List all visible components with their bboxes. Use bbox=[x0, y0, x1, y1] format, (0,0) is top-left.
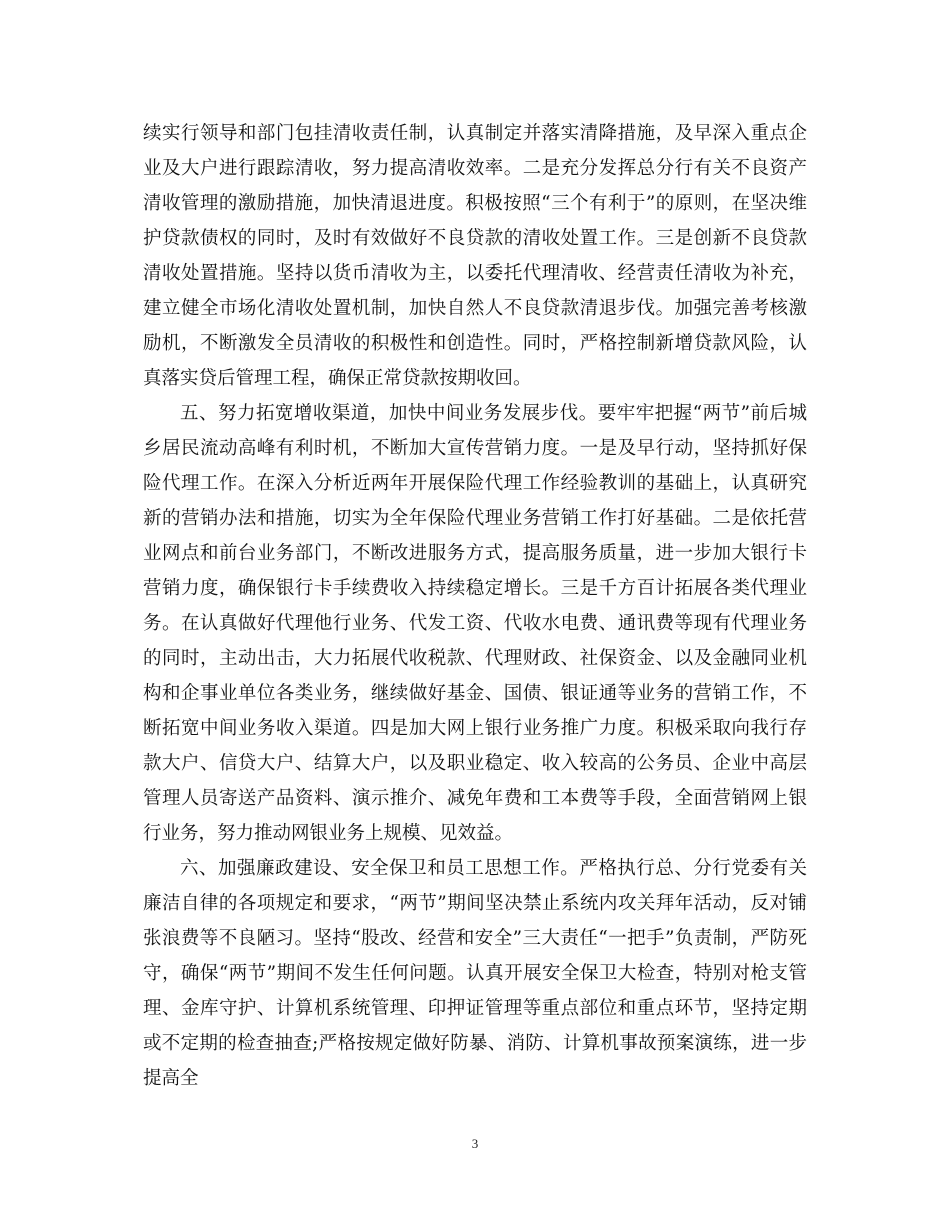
document-body bbox=[143, 116, 807, 1096]
paragraph-continuation: 续实行领导和部门包挂清收责任制，认真制定并落实清降措施，及早深入重点企业及大户进行跟踪清收，努力提高清收效率。二是充分发挥总分行有关不良资产清收管理的激励措施，加快清退进度。积极按照“三个有利于”的原则，在坚决维护贷款债权的同时，及时有效做好不良贷款的清收处置工作。三是创新不良贷款清收处置措施。坚持以货币清收为主，以委托代理清收、经营责任清收为补充，建立健全市场化清收处置机制，加快自然人不良贷款清退步伐。加强完善考核激励机，不断激发全员清收的积极性和创造性。同时，严格控制新增贷款风险，认真落实贷后管理工程，确保正常贷款按期收回。 bbox=[143, 123, 807, 389]
paragraph-section-six: 六、加强廉政建设、安全保卫和员工思想工作。严格执行总、分行党委有关廉洁自律的各项规定和要求，“两节”期间坚决禁止系统内攻关拜年活动，反对铺张浪费等不良陋习。坚持“股改、经营和安全”三大责任“一把手”负责制，严防死守，确保“两节”期间不发生任何问题。认真开展安全保卫大检查，特别对枪支管理、金库守护、计算机系统管理、印押证管理等重点部位和重点环节，坚持定期或不定期的检查抽查;严格按规定做好防暴、消防、计算机事故预案演练，进一步提高全 bbox=[143, 858, 807, 1089]
paragraph-section-five: 五、努力拓宽增收渠道，加快中间业务发展步伐。要牢牢把握“两节”前后城乡居民流动高峰有利时机，不断加大宣传营销力度。一是及早行动，坚持抓好保险代理工作。在深入分析近两年开展保险代理工作经验教训的基础上，认真研究新的营销办法和措施，切实为全年保险代理业务营销工作打好基础。二是依托营业网点和前台业务部门，不断改进服务方式，提高服务质量，进一步加大银行卡营销力度，确保银行卡手续费收入持续稳定增长。三是千方百计拓展各类代理业务。在认真做好代理他行业务、代发工资、代收水电费、通讯费等现有代理业务的同时，主动出击，大力拓展代收税款、代理财政、社保资金、以及金融同业机构和企事业单位各类业务，继续做好基金、国债、银证通等业务的营销工作，不断拓宽中间业务收入渠道。四是加大网上银行业务推广力度。积极采取向我行存款大户、信贷大户、结算大户，以及职业稳定、收入较高的公务员、企业中高层管理人员寄送产品资料、演示推介、减免年费和工本费等手段，全面营销网上银行业务，努力推动网银业务上规模、见效益。 bbox=[143, 403, 807, 844]
page-number: 3 bbox=[471, 1136, 479, 1151]
